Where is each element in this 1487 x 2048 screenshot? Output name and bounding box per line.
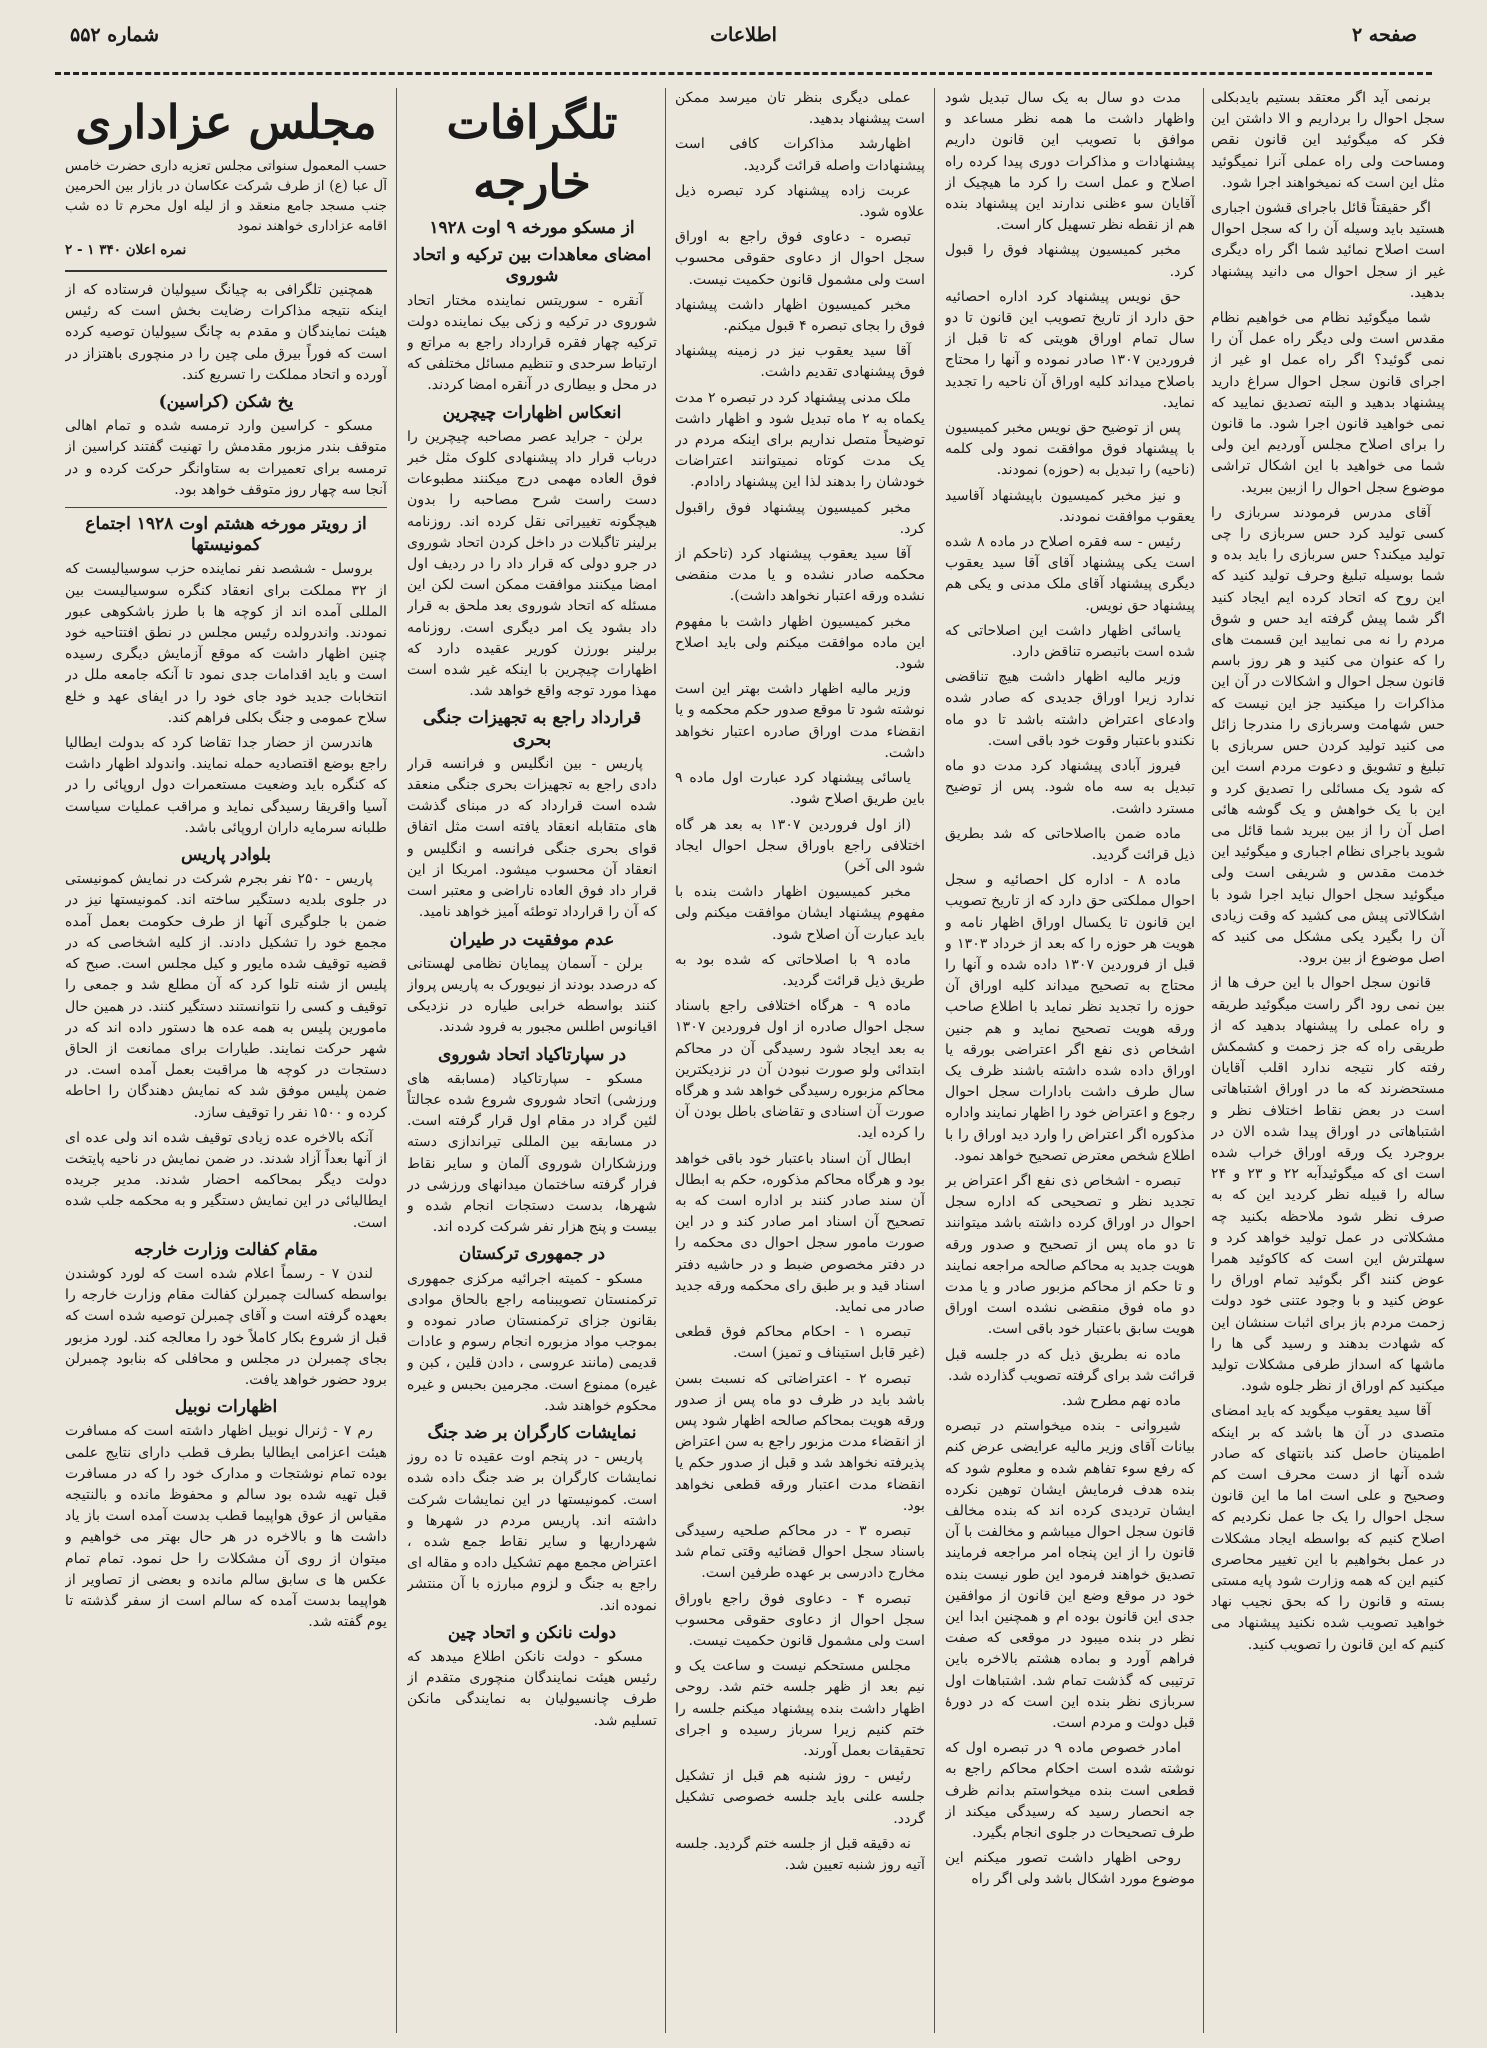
article-paragraph: مخبر کمیسیون اظهار داشت بنده با مفهوم پیشنهاد ایشان موافقت میکنم ولی باید عبارت آن اصلاح شود. [675,884,925,943]
article-paragraph: ماده نه بطریق ذیل که در جلسه قبل قرائت شد برای گرفته تصویب گذارده شد. [945,1346,1195,1384]
advert-title: مجلس عزاداری [75,95,377,149]
article-paragraph: یاسائی اظهار داشت این اصلاحاتی که شده است باتبصره تناقض دارد. [945,622,1195,661]
article-paragraph: یاسائی پیشنهاد کرد عبارت اول ماده ۹ باین طریق اصلاح شود. [675,770,925,808]
news-body: برلن - جراید عصر مصاحبه چیچرین را درباب قرار داد پیشنهادی کلوک مثل خبر فوق العاده مهمی درج میکنند مطبوعات دست راست شرح مصاحبه را بدون هیچگونه تغییراتی نقل کرده اند. روزنامه برلینر تاگبلات در داخل کردن اتحاد شوروی در جرو دولی که قرار داد را در ردیف اول امضا میکنند موافقت ممکن است لکن این مسئله که اتحاد شوروی بعد ملحق به قرار داد بشود یک امر دیگری است. روزنامه برلینر بورزن کوریر عقیده دارد که اظهارات چیچرین با اینکه غیر شده است مهذا مورد توجه واقع خواهد شد. [407,428,657,700]
page-header [70,18,1417,64]
section-title: تلگرافات خارجه [446,95,618,209]
notice-text: حسب المعمول سنواتی مجلس تعزیه داری حضرت خامس آل عبا (ع) از طرف شرکت عکاسان در بازار بین الحرمین جنب مسجد جامع منعقد و از لیله اول محرم تا ده شب اقامه عزاداری خواهند نمود [65,158,387,234]
dateline: از مسکو مورخه ۹ اوت ۱۹۲۸ [429,218,635,238]
news-headline: یخ شکن (کراسین) [158,392,294,413]
news-headline: انعکاس اظهارات چیچرین [442,402,622,423]
news-headline: نمایشات کارگران بر ضد جنگ [427,1422,637,1443]
article-paragraph: تبصره ۴ - دعاوی فوق راجع باوراق سجل احوال از دعاوی حقوقی محسوب است ولی مشمول قانون حکمیت نیست. [675,1590,925,1650]
article-paragraph: ماده ۹ با اصلاحاتی که شده بود به طریق ذیل قرائت گردید. [675,951,925,989]
divider [65,507,387,508]
article-paragraph: عربت زاده پیشنهاد کرد تبصره ذیل علاوه شود. [675,182,925,221]
mourning-notice [65,156,387,272]
article-paragraph: رئیس - سه فقره اصلاح در ماده ۸ شده است یکی پیشنهاد آقای آقا سید یعقوب دیگری پیشنهاد آقای ملک مدنی و یکی هم پیشنهاد حق نویس. [945,534,1195,614]
news-body: رم ۷ - ژنرال نوبیل اظهار داشته است که مسافرت هیئت اعزامی ایطالیا بطرف قطب دارای نتایج علمی بوده تمام نوشتجات و مدارک خود را که در مسافرت قبل تهیه شده بود سالم و محفوظ مانده و بالنتیجه مقیاس از عوق هواپیما قطب بدست آمده است باز یاد داشت ها و بالاخره در هر حال بهتر می خواهیم و میتوان از روی آن مشکلات را حل نمود. تمام تمام عکس ها ی سابق سالم مانده و بعضی از تصاویر از هواپیما بدست آمده که سالم است از سفر گذشته تا یوم گفته شد. [65,1423,387,1631]
news-body: پاریس - ۲۵۰ نفر بجرم شرکت در نمایش کمونیستی در جلوی بلدیه دستگیر ساخته اند. کمونیستها نیز در ضمن با جلوگیری آنها از طرف حکومت بعمل آمده مجمع خود را تشکیل دادند. از کلیه اشخاصی که در قضیه توقیف شده مایور و کیل مجلس است. صبح که پلیس از شنه تلوا کرد که آن مطلع شد و جمعی را توقیف و کسی را نتوانستند دستگیر کنند. در همین حال مامورین پلیس به همه عده ها دستور داده اند که در شهر حرکت نمایند. طیارات برای ممانعت از الحاق دستجات در کوچه ها مراقبت بعمل آمده است. در ضمن پلیس موفق شد که نمایش دهندگان را احاطه کرده و ۱۵۰۰ نفر را توقیف سازد. [65,871,387,1121]
article-paragraph: وزیر مالیه اظهار داشت هیچ تناقضی ندارد زیرا اوراق جدیدی که صادر شده وادعای اعتراض داشته باشد تا دو ماه نکندو باعتبار وقوت خود باقی است. [945,669,1195,749]
column-mourning-and-news [65,88,387,2033]
news-body: مسکو - کمیته اجرائیه مرکزی جمهوری ترکمنستان تصویبنامه راجع بالحاق موادی بقانون جزای ترکمنستان صادر نموده و بموجب مواد مزبوره انجام رسوم و عادات قدیمی (مانند عروسی ، دادن قلین ، کبن و غیره) ممنوع است. مجرمین بحبس و غیره محکوم خواهند شد. [407,1270,657,1414]
news-headline: عدم موفقیت در طیران [449,929,615,950]
column-foreign-telegrams [407,88,657,2033]
news-body: مسکو - دولت نانکن اطلاع میدهد که رئیس هیئت نمایندگان منچوری متقدم از طرف چانسیولیان به نمایندگی مانکن تسلیم شد. [407,1649,657,1729]
column-parliament-report-3 [675,88,925,2033]
article-paragraph: اظهارشد مذاکرات کافی است پیشنهادات واصله قرائت گردید. [675,136,925,174]
news-body: آنکه بالاخره عده زیادی توقیف شده اند ولی عده ای از آنها بعداً آزاد شدند. در ضمن نمایش در ناحیه پایتخت دولت دیگر بمحاکمه احضار شدند. مدیر جریده ایطالیائی در این نمایش دستگیر و به محکمه جلب شده است. [65,1129,387,1231]
article-paragraph: تبصره - اشخاص ذی نفع اگر اعتراض بر تجدید نظر و تصحیحی که اداره سجل احوال در اوراق کرده داشته باشد میتوانند تا دو ماه پس از تصحیح و صدور ورقه هویت جدید به محاکم صالحه مراجعه نمایند و تا حکم از محاکم مزبور صادر و یا مدت دو ماه فوق منقضی نشده است اوراق هویت سابق باعتبار خود باقی است. [945,1172,1195,1338]
column-divider [665,88,666,2033]
column-divider [396,88,397,2033]
article-paragraph: امادر خصوص ماده ۹ در تبصره اول که نوشته شده است احکام محاکم راجع به قطعی است بنده میخواستم بدانم ظرف جه انحصار رسید که رسیدگی میکند از طرف تصحیحات در جلوی انجام بگیرد. [945,1740,1195,1842]
article-paragraph: تبصره - دعاوی فوق راجع به اوراق سجل احوال از دعاوی حقوقی محسوب است ولی مشمول قانون حکمیت نیست. [675,229,925,288]
news-body: مسکو - کراسین وارد ترمسه شده و تمام اهالی متوقف بندر مزبور مقدمش را تهنیت گفتند کراسین از ترمسه برای تعمیرات به ستاوانگر حرکت کرده و در آنجا سه چهار روز متوقف خواهد بود. [65,418,387,498]
article-paragraph: پس از توضیح حق نویس مخبر کمیسیون با پیشنهاد فوق موافقت نمود ولی کلمه (ناحیه) را تبدیل به (حوزه) نمودند. [945,420,1195,479]
news-body: برلن - آسمان پیمایان نظامی لهستانی که درصدد بودند از نیویورک به پاریس پرواز کنند بواسطه خرابی طیاره در نزدیکی اقیانوس اطلس مجبور به فرود شدند. [407,955,657,1036]
article-paragraph: شما میگوئید نظام می خواهیم نظام مقدس است ولی دیگر راه عمل آن را نمی گوئید؟ اگر راه عمل او غیر از اجرای قانون سجل احوال سراغ دارید پیشنهاد بدهید و البته تصدیق نمایید که نمی خواهید قانون اجرا شود. ما قانون را برای اصلاح مجلس آوردیم این ولی شما می خواهید با این اشکال تراشی موضوع سجل احوال را ازبین ببرید. [1211,310,1445,496]
article-paragraph: آقا سید یعقوب میگوید که باید امضای متصدی در آن ها باشد که بر اینکه اطمینان حاصل کند بانتهای که صادر شده آنها از دست محرف است کم وصحیح و علی است اما ما این قانون سجل احوال را یک جا عمل نکردیم که اصلاح کنیم که بواسطه ایجاد مشکلات در عمل بخواهیم با این تغییر محاصری کنیم این که همه وزارت شود پایه مستی بسته و قانون را که بحق نجیب نهاد خواهید تصویب شده نکنید پیشنهاد می کنیم که این قانون را تصویب کنید. [1211,1403,1445,1653]
article-paragraph: حق نویس پیشنهاد کرد اداره احصائیه حق دارد از تاریخ تصویب این قانون تا دو سال تمام اوراق هویتی که تا قبل از فروردین ۱۳۰۷ صادر نموده و آنها را محتاج باصلاح میداند کلیه اوراق آن ناحیه را تجدید نماید. [945,288,1195,411]
news-headline: در جمهوری ترکستان [458,1244,606,1265]
article-paragraph: تبصره ۲ - اعتراضاتی که نسبت بسن باشد باید در ظرف دو ماه پس از صدور ورقه هویت بمحاکم صالحه اظهار شود پس از انقضاء مدت مزبور راجع به سن اعتراض پذیرفته نخواهد شد و قبل از صدور حکم یا انقضاء مدت اعتبار ورقه قطعی نخواهد بود. [675,1370,925,1514]
news-headline: مقام کفالت وزارت خارجه [134,1239,318,1260]
article-paragraph: مخبر کمیسیون پیشنهاد فوق را قبول کرد. [945,242,1195,280]
news-body: پاریس - در پنجم اوت عقیده تا ده روز نمایشات کارگران بر ضد جنگ داده شده است. کمونیستها در این نمایشات شرکت داشته اند. پاریس مردم در شهرها و شهرداریها و سایر نقاط جمع شده ، اعتراض مجمع مهم تشکیل داده و مقاله ای راجع به جنگ و لزوم مبارزه با آن منتشر نموده اند. [407,1449,657,1614]
article-paragraph: اگر حقیقتاً قائل باجرای قشون اجباری هستید باید وسیله آن را که سجل احوال است اصلاح نمائید شما اگر راه دیگری غیر از سجل احوال می دانید پیشنهاد بدهید. [1211,200,1445,301]
page-number: صفحه ۲ [1351,24,1417,46]
news-body: همچنین تلگرافی به چیانگ سیولیان فرستاده که از اینکه نتیجه مذاکرات رضایت بخش است که رئیس هیئت نمایندگان و مقدم به چانگ سیولیان توصیه کرده است که فوراً بیرق ملی چین را در منچوری باهتزاز در آورده و اتحاد مملکت را تسریع کند. [65,282,387,383]
article-paragraph: آقا سید یعقوب نیز در زمینه پیشنهاد فوق پیشنهادی تقدیم داشت. [675,343,925,381]
article-paragraph: ماده ۹ - هرگاه اختلافی راجع باسناد سجل احوال صادره از اول فروردین ۱۳۰۷ به بعد ایجاد شود رسیدگی آن در محاکم ابتدائی ولو صورت نبودن آن در نزدیکترین محاکم مزبوره رسیدگی خواهد شد و هرگاه صورت آن اسنادی و تقاضای باطل بودن آن را کرده اید. [675,998,925,1142]
article-paragraph: و نیز مخبر کمیسیون باپیشنهاد آقاسید یعقوب موافقت نمودند. [945,487,1195,525]
header-rule [55,72,1432,75]
article-paragraph: ماده ۸ - اداره کل احصائیه و سجل احوال مملکتی حق دارد که از تاریخ تصویب این قانون تا یکسال اوراق اظهار نامه و هویت هر حوزه را که بعد از خرداد ۱۳۰۳ و قبل از فروردین ۱۳۰۷ داده شده و آنها را محتاج به تصحیح میداند کلیه اوراق آن حوزه را تجدید نظر نماید با اطلاع صاحب ورقه هویت تصحیح نماید و هم جنین اشخاص ذی نفع اگر اعتراضی بورقه یا اوراق داده شده داشته باشند ظرف یک سال طرف داشت بادارات سجل احوال رجوع و اعتراض خود را اظهار نمایند واداره مذکوره اگر اعتراض را وارد دید اوراق را با اطلاع شخص معترض تصحیح خواهد نمود. [945,872,1195,1164]
article-paragraph: ماده ضمن بااصلاحاتی که شد بطریق ذیل قرائت گردید. [945,825,1195,863]
newspaper-name: اطلاعات [710,24,777,46]
article-paragraph: مخبر کمیسیون اظهار داشت با مفهوم این ماده موافقت میکنم ولی باید اصلاح شود. [675,613,925,673]
news-body: مسکو - سپارتاکیاد (مسابقه های ورزشی) اتحاد شوروی شروع شده عجالتاً لئین گراد در مقام اول قرار گرفته است. در مسابقه بین المللی تیراندازی دسته ورزشکاران شوروی آلمان و سایر نقاط فرار گرفته ساختمان میدانهای ورزشی در شهرها، بدست دستجات انجام شده و بیست و پنج هزار نفر شرکت کرده اند. [407,1070,657,1236]
news-body: هاندرسن از حضار جدا تقاضا کرد که بدولت ایطالیا راجع بوضع اقتصادیه حمله نمایند. واندولد اظهار داشت که کنگره باید وضعیت مستعمرات دول اروپائی را در آسیا واقریقا رسیدگی نماید و مراقب عملیات سیاست طلبانه سرمایه داران اروپائی باشد. [65,735,387,836]
news-headline: امضای معاهدات بین ترکیه و اتحاد شوروی [412,245,652,287]
article-paragraph: عملی دیگری بنظر تان میرسد ممکن است پیشنهاد بدهید. [675,90,925,128]
article-paragraph: مخبر کمیسیون پیشنهاد فوق راقبول کرد. [675,499,925,537]
column-divider [1203,88,1204,2033]
article-paragraph: شیروانی - بنده میخواستم در تبصره بیانات آقای وزیر مالیه عرایضی عرض کنم که رفع سوء تفاهم شده و معلوم شود که بنده هدف فرمایش ایشان توهین نکرده ایشان تردیدی کرده اند که بنده مخالف قانون سجل احوال میباشم و مخالفت با آن قانون را از این پنجاه امر مراجعه فرمایند تصدیق خواهند فرمود این طور نیست بنده خود در موقع وضع این قانون از موافقین جدی این قانون بوده ام و همچنین ابدا این نظر در بنده میبود در موقعی که صفت فراهم آورد و بماده هشتم بالاخره باین ترتیبی که گذشت تمام شد. اشتباهات اول سربازی نظر بنده این است که در دورهٔ قبل دولت و مردم است. [945,1418,1195,1732]
article-paragraph: ملک مدنی پیشنهاد کرد در تبصره ۲ مدت یکماه به ۲ ماه تبدیل شود و اظهار داشت توضیحاً متصل نداریم برای اینکه مردم در یک مدت کوتاه نمیتوانند اعتراضات خودشان را بدهند لذا این پیشنهاد رادادم. [675,389,925,491]
article-paragraph: ابطال آن اسناد باعتبار خود باقی خواهد بود و هرگاه محاکم مذکوره، حکم به ابطال آن سند صادر کنند بر اداره است که به تصحیح آن اسناد امر صادر کند و در این صورت مامور سجل احوال دی محکمه را در دفتر مخصوص ضبط و در حاشیه دفتر اسناد قید و بر طبق رای محکمه ورقه جدید صادر می نماید. [675,1150,925,1315]
news-headline: از رویتر مورخه هشتم اوت ۱۹۲۸ اجتماع کمونیستها [85,514,367,556]
notice-number: نمره اعلان ۳۴۰ ۱ - ۲ [65,242,187,258]
news-headline: در سپارتاکیاد اتحاد شوروی [437,1044,627,1065]
article-paragraph: وزیر مالیه اظهار داشت بهتر این است نوشته شود تا موقع صدور حکم محکمه و یا انقضاء مدت اوراق صادره اعتبار نخواهد داشت. [675,681,925,761]
article-paragraph: تبصره ۳ - در محاکم صلحیه رسیدگی باسناد سجل احوال قضائیه وقتی تمام شد مخارج دادرسی بر عهده طرفین است. [675,1523,925,1582]
article-paragraph: ماده نهم مطرح شد. [1061,1392,1181,1409]
article-paragraph: فیروز آبادی پیشنهاد کرد مدت دو ماه تبدیل به سه ماه شود. پس از توضیح مسترد داشت. [945,758,1195,817]
article-paragraph: مجلس مستحکم نیست و ساعت یک و نیم بعد از ظهر جلسه ختم شد. روحی اظهار داشت بنده پیشنهاد میکنم جلسه را ختم کنیم زیرا سرباز رسیده و اجرای تحقیقات بعمل آورند. [675,1658,925,1760]
article-paragraph: مخبر کمیسیون اظهار داشت پیشنهاد فوق را بجای تبصره ۴ قبول میکنم. [675,296,925,335]
article-paragraph: نه دقیقه قبل از جلسه ختم گردید. جلسه آتیه روز شنبه تعیین شد. [675,1835,925,1874]
column-parliament-report-1 [1211,88,1445,2033]
article-paragraph: برنمی آید اگر معتقد بستیم بایدبکلی سجل احوال را برداریم و الا داشتن این فکر که میگوئید این قانون نقص ومساحت ولی راه عملی آنرا نمیگوئید مثل این است که نمیخواهند اجرا شود. [1211,90,1445,191]
article-paragraph: آقای مدرس فرمودند سربازی را کسی تولید کرد حس سربازی را چی تولید میکند؟ حس سربازی را باید بده و شما بوسیله تبلیغ وحرف تولید کنید که این روح که اتحاد کرده ایم ایجاد کنید اگر شما پیش گرفته اید حس و شوق مردم را نه می نمایید این قسمت های را که عنوان می کنید و هر روز باسم قانون سجل احوال و اشکالات در آن این مذاکرات را میکنید جز این نیست که حس شهامت وسربازی را مندرجا زائل می کنید تولید کردن حس سربازی با تبلیغ و تشویق و دعوت مردم است این که شود یک مسائلی را تصدیق کرد و این با یک خواهش و یک گوشه هائی اصل آن را از بین ببرید شما قائل می شوید باجرای نظام اجباری و میگوئید این خدمت مقدس و شریفی است ولی میگوئید سجل احوال نباید اجرا شود با اشکالاتی پیش می کشید که وقت زیادی آن را بگیرد یکی مشکل می کنید که اصل موضوع از بین برود. [1211,504,1445,967]
column-parliament-report-2 [945,88,1195,2033]
news-headline: اظهارات نوبیل [174,1397,278,1418]
article-paragraph: (از اول فروردین ۱۳۰۷ به بعد هر گاه اختلافی راجع باوراق سجل احوال ایجاد شود الی آخر) [675,816,925,875]
article-paragraph: مدت دو سال به یک سال تبدیل شود واظهار داشت ما همه نظر مساعد و موافق با تصویب این قانون داریم پیشنهادات و مذاکرات دوری پیدا کرده راه اصلاح و عمل است را کرد ما هیچیک از آقایان سو ءظنی ندارند این پیشنهاد بنده هم از نقطه نظر تسهیل کار است. [945,90,1195,234]
issue-number: شماره ۵۵۲ [70,24,160,46]
article-paragraph: قانون سجل احوال با این حرف ها از بین نمی رود اگر راست میگوئید طریقه و راه عملی را پیشنهاد بدهید که از طریقی راه که جز زحمت و کشمکش رفته کار نتیجه ندارد اقلب آقایان مستحضرند که ما در اوراق اشتباهاتی است در بعض نقاط اختلاف نظر و اشتباهاتی در اوراق پیدا شده الان در بروجرد یک ورقه اوراق خراب شده است ای که میگوئیدآبه ۲۲ و ۲۳ و ۲۴ ساله را قبیله نظر کردید این که به صرف نظر شود ملاحظه بکنید چه مشکلاتی در عمل تولید خواهد کرد و سهلترش این است که کاکوئید همرا عوض کنند اگر بگوئید تمام اوراق را عوض کنید و با وجود عتنی خود دولت زحمت مردم باز برای اثبات سنشان این که شهادت بدهند و رسید گی ها را ماشها که اسداز طرفی مشکلات تولید میکنید کم اوراق از نظر جلوه شود. [1211,975,1445,1395]
column-divider [934,88,935,2033]
news-body: آنقره - سوریتس نماینده مختار اتحاد شوروی در ترکیه و زکی بیک نماینده دولت ترکیه چهار فقره قرارداد راجع به مراتع و ارتباط سرحدی و تنظیم مسائل مختلفی که در محل و بیطاری در آنقره امضا کردند. [407,292,657,394]
article-paragraph: روحی اظهار داشت تصور میکنم این موضوع مورد اشکال باشد ولی اگر راه [945,1850,1195,1888]
news-body: پاریس - بین انگلیس و فرانسه قرار دادی راجع به تجهیزات بحری جنگی منعقد شده است قرارداد که در مبنای گذشت های متقابله انعقاد یافته است مثل اتفاق قوای بحری جنگی فرانسه و انگلیس و انعقاد آن محسوب میشود. امریکا از این قرار داد فوق العاده ناراضی و معتبر است که آن را قرارداد توطئه آمیز خواهد نامید. [407,755,657,921]
news-headline: دولت نانکن و اتحاد چین [447,1622,617,1643]
article-paragraph: تبصره ۱ - احکام محاکم فوق قطعی (غیر قابل استیناف و تمیز) است. [675,1324,925,1362]
article-paragraph: رئیس - روز شنبه هم قبل از تشکیل جلسه علنی باید جلسه خصوصی تشکیل گردد. [675,1768,925,1827]
news-headline: بلوادر پاریس [180,845,272,866]
news-body: لندن ۷ - رسماً اعلام شده است که لورد کوشندن بواسطه کسالت چمبرلن کفالت مقام وزارت خارجه را بعهده گرفته است و آقای چمبرلن توصیه شده است که قبل از شروع بکار کاملاً خود را معالجه کند. لورد مزبور بجای چمبرلن در مجلس و محافلی که بنابود چمبرلن برود حضور خواهد یافت. [65,1265,387,1388]
news-body: بروسل - ششصد نفر نماینده حزب سوسیالیست که از ۳۲ مملکت برای انعقاد کنگره سوسیالیست بین المللی آمده اند از کوچه ها با طرز باشکوهی عبور نمودند. واندرولده رئیس مجلس در نطق افتتاحیه خود چنین اظهار داشت که موقع آزمایش دیگری رسیده است و باید اقدامات جدی نمود تا آنکه جامعه ملل در انتخابات جدید خود جای خود را در ایفای عهد و خلع سلاح عمومی و جنگ بکلی فراهم کند. [65,561,387,726]
article-paragraph: آقا سید یعقوب پیشنهاد کرد (تاحکم از محکمه صادر نشده و یا مدت منقضی نشده ورقه اعتبار نخواهد داشت). [675,546,925,605]
news-headline: قرارداد راجع به تجهیزات جنگی بحری [422,708,642,750]
